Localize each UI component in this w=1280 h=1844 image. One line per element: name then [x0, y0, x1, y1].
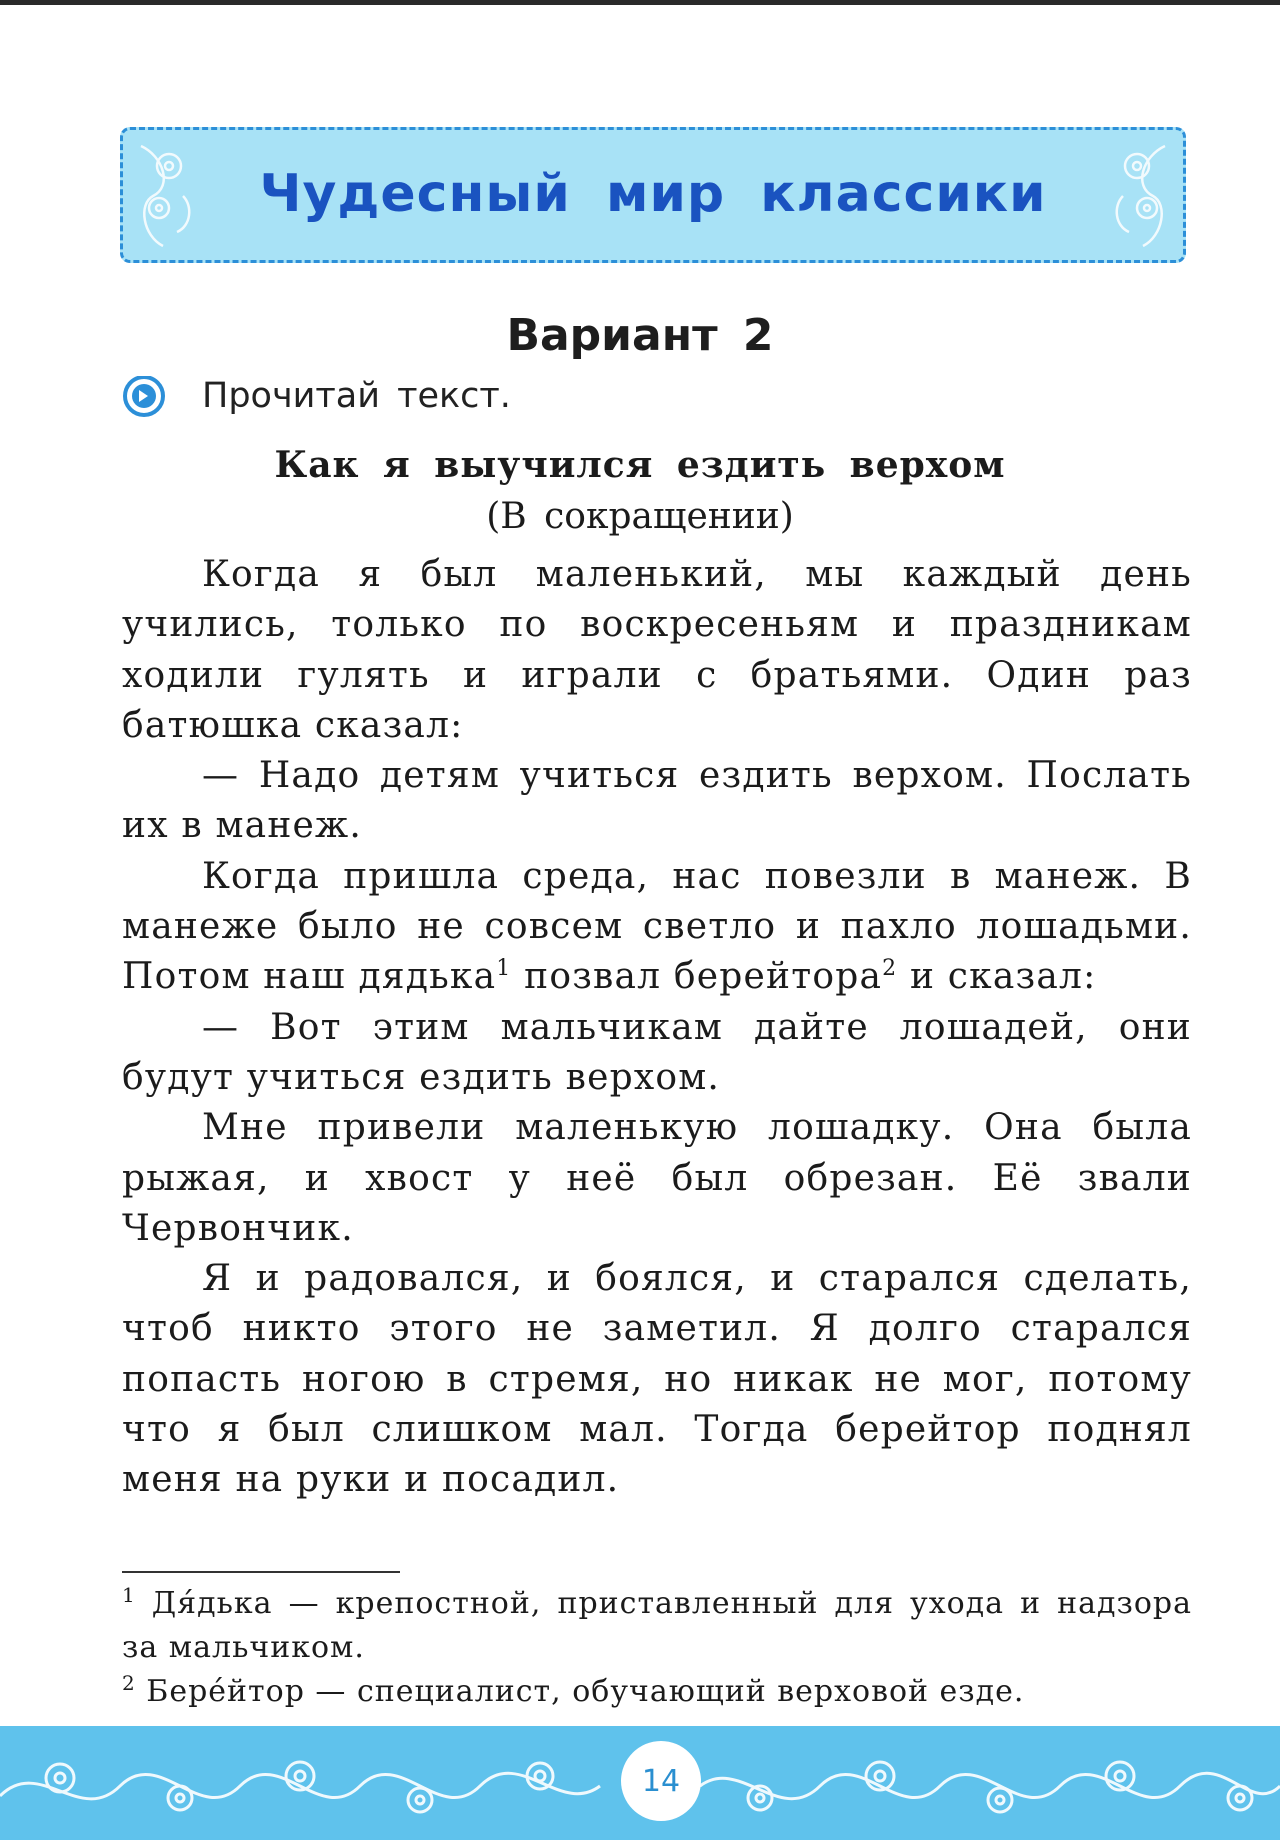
footnote-divider	[122, 1571, 400, 1573]
paragraph: Мне привели маленькую лошадку. Она была рыжая, и хвост у неё был обрезан. Её звали Червончик.	[122, 1107, 1192, 1249]
paragraph: — Вот этим мальчикам дайте лошадей, они будут учиться ездить верхом.	[122, 1006, 1192, 1098]
section-title: Чудесный мир классики	[259, 164, 1047, 224]
footnote-text: Бере́йтор — специалист, обучающий верховой езде.	[146, 1674, 1025, 1709]
story-subtitle: (В сокращении)	[486, 496, 794, 537]
section-banner	[120, 127, 1186, 263]
paragraph: Я и радовался, и боялся, и старался сделать, чтоб никто этого не заметил. Я долго старался попасть ногою в стремя, но никак не мог, потому что я был слишком мал. Тогда берейтор поднял меня на руки и посадил.	[122, 1258, 1192, 1501]
story-body	[122, 550, 1192, 1506]
arrow-right-circle-icon	[122, 376, 170, 424]
footnote-number: 1	[122, 1583, 136, 1607]
footnote	[122, 1582, 1192, 1670]
footnote-text: Дя́дька — крепостной, приставленный для ухода и надзора за мальчиком.	[122, 1586, 1192, 1665]
page-number: 14	[621, 1741, 701, 1821]
top-border	[0, 0, 1280, 5]
story-title: Как я выучился ездить верхом	[274, 444, 1006, 486]
paragraph: — Надо детям учиться ездить верхом. Послать их в манеж.	[122, 755, 1192, 847]
paragraph: Когда я был маленький, мы каждый день учились, только по воскресеньям и праздникам ходили гулять и играли с братьями. Один раз батюшка сказал:	[122, 554, 1192, 746]
footnote	[122, 1670, 1192, 1714]
paragraph	[122, 852, 1192, 1003]
footnote-number: 2	[122, 1671, 136, 1695]
footnote-mark: 2	[882, 956, 898, 982]
footnote-mark: 1	[496, 956, 512, 982]
variant-title: Вариант 2	[506, 310, 774, 361]
paragraph-text: и сказал:	[909, 956, 1097, 998]
paragraph-text: Когда пришла среда, нас повезли в манеж. В манеже было не совсем светло и пахло лошадьми. Потом наш дядька	[122, 855, 1192, 998]
paragraph-text: позвал берейтора	[524, 956, 883, 998]
footnotes	[122, 1582, 1192, 1714]
instruction-text: Прочитай текст.	[202, 376, 511, 416]
